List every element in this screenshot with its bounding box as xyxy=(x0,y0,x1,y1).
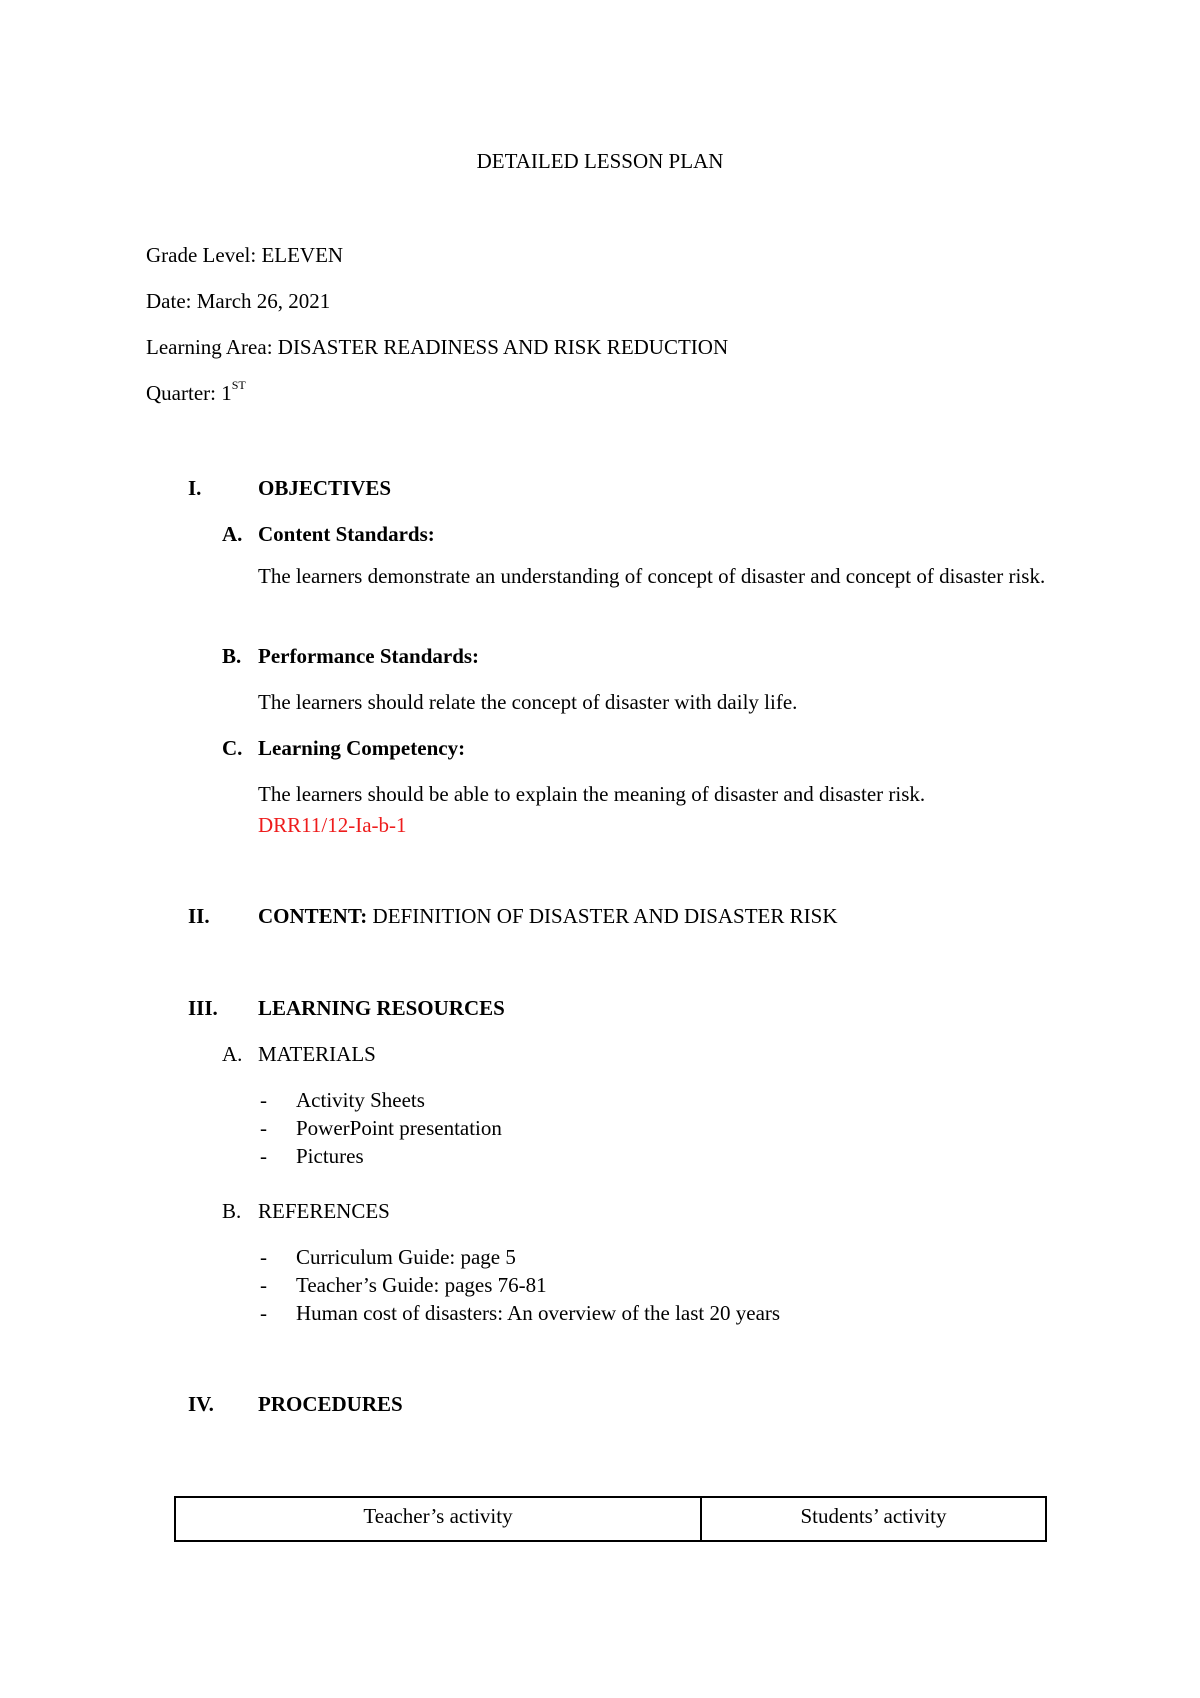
content-line xyxy=(258,902,838,930)
performance-standards-letter: B. xyxy=(222,644,242,668)
quarter-superscript: ST xyxy=(231,378,246,392)
document-title: DETAILED LESSON PLAN xyxy=(476,149,724,173)
resources-numeral: III. xyxy=(188,996,218,1020)
reference-item: Teacher’s Guide: pages 76-81 xyxy=(296,1273,547,1297)
references-heading: REFERENCES xyxy=(258,1199,390,1223)
learning-competency-heading: Learning Competency: xyxy=(258,736,466,760)
material-item: Pictures xyxy=(296,1144,364,1168)
reference-item: Human cost of disasters: An overview of the last 20 years xyxy=(296,1301,781,1325)
table-row xyxy=(175,1497,1046,1541)
performance-standards-heading: Performance Standards: xyxy=(258,644,480,668)
dash-bullet: - xyxy=(260,1245,267,1269)
dash-bullet: - xyxy=(260,1116,267,1140)
dash-bullet: - xyxy=(260,1273,267,1297)
content-text: DEFINITION OF DISASTER AND DISASTER RISK xyxy=(372,904,838,928)
procedures-table xyxy=(174,1496,1047,1542)
quarter xyxy=(146,379,246,407)
resources-heading: LEARNING RESOURCES xyxy=(258,996,505,1020)
reference-item: Curriculum Guide: page 5 xyxy=(296,1245,516,1269)
learning-competency-letter: C. xyxy=(222,736,243,760)
materials-letter: A. xyxy=(222,1042,243,1066)
content-standards-letter: A. xyxy=(222,522,243,546)
dash-bullet: - xyxy=(260,1088,267,1112)
competency-code: DRR11/12-Ia-b-1 xyxy=(258,813,407,837)
material-item: Activity Sheets xyxy=(296,1088,425,1112)
lesson-date: Date: March 26, 2021 xyxy=(146,289,331,313)
dash-bullet: - xyxy=(260,1144,267,1168)
materials-heading: MATERIALS xyxy=(258,1042,376,1066)
procedures-numeral: IV. xyxy=(188,1392,214,1416)
learning-area: Learning Area: DISASTER READINESS AND RISK REDUCTION xyxy=(146,335,729,359)
references-letter: B. xyxy=(222,1199,242,1223)
procedures-heading: PROCEDURES xyxy=(258,1392,403,1416)
teacher-activity-header: Teacher’s activity xyxy=(175,1497,701,1541)
objectives-numeral: I. xyxy=(188,476,202,500)
learning-competency-text: The learners should be able to explain the meaning of disaster and disaster risk. xyxy=(258,782,926,806)
content-numeral: II. xyxy=(188,904,210,928)
grade-level: Grade Level: ELEVEN xyxy=(146,243,344,267)
performance-standards-text: The learners should relate the concept of disaster with daily life. xyxy=(258,690,798,714)
material-item: PowerPoint presentation xyxy=(296,1116,502,1140)
quarter-label: Quarter: 1 xyxy=(146,381,232,405)
content-standards-text: The learners demonstrate an understanding of concept of disaster and concept of disaster risk. xyxy=(258,564,1046,588)
dash-bullet: - xyxy=(260,1301,267,1325)
students-activity-header: Students’ activity xyxy=(701,1497,1046,1541)
objectives-heading: OBJECTIVES xyxy=(258,476,392,500)
content-standards-heading: Content Standards: xyxy=(258,522,435,546)
content-heading: CONTENT: xyxy=(258,904,368,928)
